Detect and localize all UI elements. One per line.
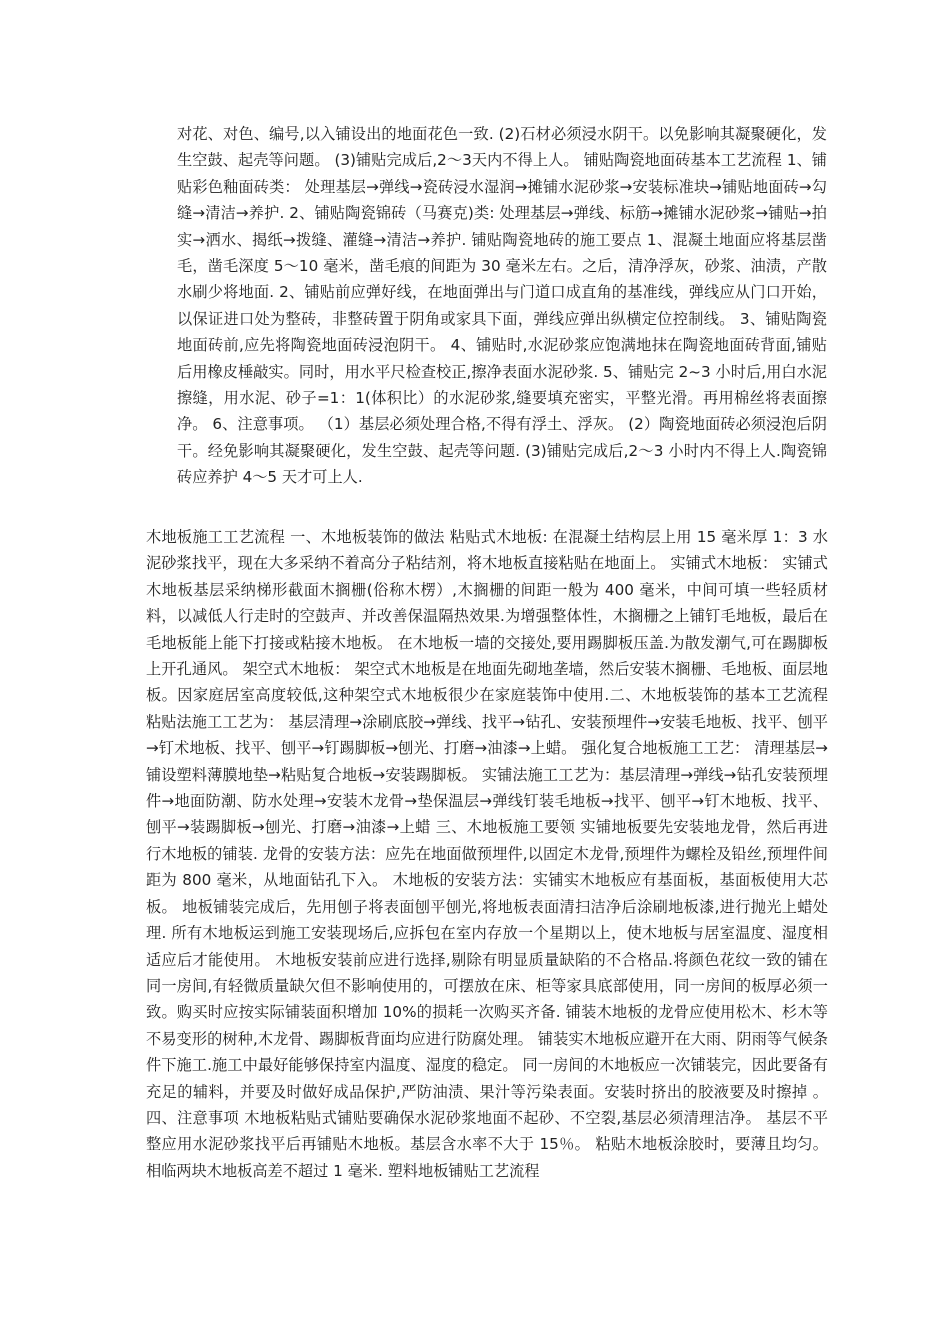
paragraph-tile-installation: 对花、对色、编号,以入铺设出的地面花色一致. (2)石材必须浸水阴干。以免影响其凝聚硬化，发生空鼓、起壳等问题。 (3)铺贴完成后,2～3天内不得上人。 铺贴陶瓷地面砖基本工艺流程 1、铺贴彩色釉面砖类： 处理基层→弹线→瓷砖浸水湿润→摊铺水泥砂浆→安装标准块→铺贴地面砖→勾缝→清洁→养护. 2、铺贴陶瓷锦砖（马赛克)类: 处理基层→弹线、标筋→摊铺水泥砂浆→铺贴→拍实→洒水、揭纸→拨缝、灌缝→清洁→养护. 铺贴陶瓷地砖的施工要点 1、混凝土地面应将基层凿毛，凿毛深度 5～10 毫米，凿毛痕的间距为 30 毫米左右。之后，清净浮灰，砂浆、油渍，产散水刷少将地面. 2、铺贴前应弹好线，在地面弹出与门道口成直角的基准线，弹线应从门口开始，以保证进口处为整砖，非整砖置于阴角或家具下面，弹线应弹出纵横定位控制线。 3、铺贴陶瓷地面砖前,应先将陶瓷地面砖浸泡阴干。 4、铺贴时,水泥砂浆应饱满地抹在陶瓷地面砖背面,铺贴后用橡皮棰敲实。同时，用水平尺检查校正,擦净表面水泥砂浆. 5、铺贴完 2~3 小时后,用白水泥擦缝，用水泥、砂子=1：1(体积比）的水泥砂浆,缝要填充密实，平整光滑。再用棉丝将表面擦净。 6、注意事项。 （1）基层必须处理合格,不得有浮土、浮灰。 (2）陶瓷地面砖必须浸泡后阴干。经免影响其凝聚硬化，发生空鼓、起壳等问题. (3)铺贴完成后,2～3 小时内不得上人.陶瓷锦砖应养护 4～5 天才可上人. <box>177 125 827 487</box>
paragraph-wood-floor-process: 木地板施工工艺流程 一、木地板装饰的做法 粘贴式木地板: 在混凝土结构层上用 15 毫米厚 1：3 水泥砂浆找平，现在大多采纳不着高分子粘结剂，将木地板直接粘贴在地面上。 实铺式木地板： 实铺式木地板基层采纳梯形截面木搁栅(俗称木楞）,木搁栅的间距一般为 400 毫米，中间可填一些轻质材料，以减低人行走时的空鼓声、并改善保温隔热效果.为增强整体性，木搁栅之上铺钉毛地板，最后在毛地板能上能下打接或粘接木地板。 在木地板一墙的交接处,要用踢脚板压盖.为散发潮气,可在踢脚板上开孔通风。 架空式木地板： 架空式木地板是在地面先砌地垄墙，然后安装木搁栅、毛地板、面层地板。因家庭居室高度较低,这种架空式木地板很少在家庭装饰中使用.二、木地板装饰的基本工艺流程 粘贴法施工工艺为： 基层清理→涂刷底胶→弹线、找平→钻孔、安装预埋件→安装毛地板、找平、刨平→钉术地板、找平、刨平→钉踢脚板→刨光、打磨→油漆→上蜡。 强化复合地板施工工艺： 清理基层→铺设塑料薄膜地垫→粘贴复合地板→安装踢脚板。 实铺法施工工艺为：基层清理→弹线→钻孔安装预埋件→地面防潮、防水处理→安装木龙骨→垫保温层→弹线钉装毛地板→找平、刨平→钉木地板、找平、刨平→装踢脚板→刨光、打磨→油漆→上蜡 三、木地板施工要领 实铺地板要先安装地龙骨，然后再进行木地板的铺装. 龙骨的安装方法：应先在地面做预埋件,以固定木龙骨,预埋件为螺栓及铅丝,预埋件间距为 800 毫米，从地面钻孔下入。 木地板的安装方法：实铺实木地板应有基面板，基面板使用大芯板。 地板铺装完成后，先用刨子将表面刨平刨光,将地板表面清扫洁净后涂刷地板漆,进行抛光上蜡处理. 所有木地板运到施工安装现场后,应拆包在室内存放一个星期以上，使木地板与居室温度、湿度相适应后才能使用。 木地板安装前应进行选择,剔除有明显质量缺陷的不合格品.将颜色花纹一致的铺在同一房间,有轻微质量缺欠但不影响使用的，可摆放在床、柜等家具底部使用，同一房间的板厚必须一致。购买时应按实际铺装面积增加 10%的损耗一次购买齐备. 铺装木地板的龙骨应使用松木、杉木等不易变形的树种,木龙骨、踢脚板背面均应进行防腐处理。 铺装实木地板应避开在大雨、阴雨等气候条件下施工.施工中最好能够保持室内温度、湿度的稳定。 同一房间的木地板应一次铺装完，因此要备有充足的辅料，并要及时做好成品保护,严防油渍、果汁等污染表面。安装时挤出的胶液要及时擦掉 。 四、注意事项 木地板粘贴式铺贴要确保水泥砂浆地面不起砂、不空裂,基层必须清理洁净。 基层不平整应用水泥砂浆找平后再铺贴木地板。基层含水率不大于 15％。 粘贴木地板涂胶时，要薄且均匀。相临两块木地板高差不超过 1 毫米. 塑料地板铺贴工艺流程 <box>146 528 828 1180</box>
